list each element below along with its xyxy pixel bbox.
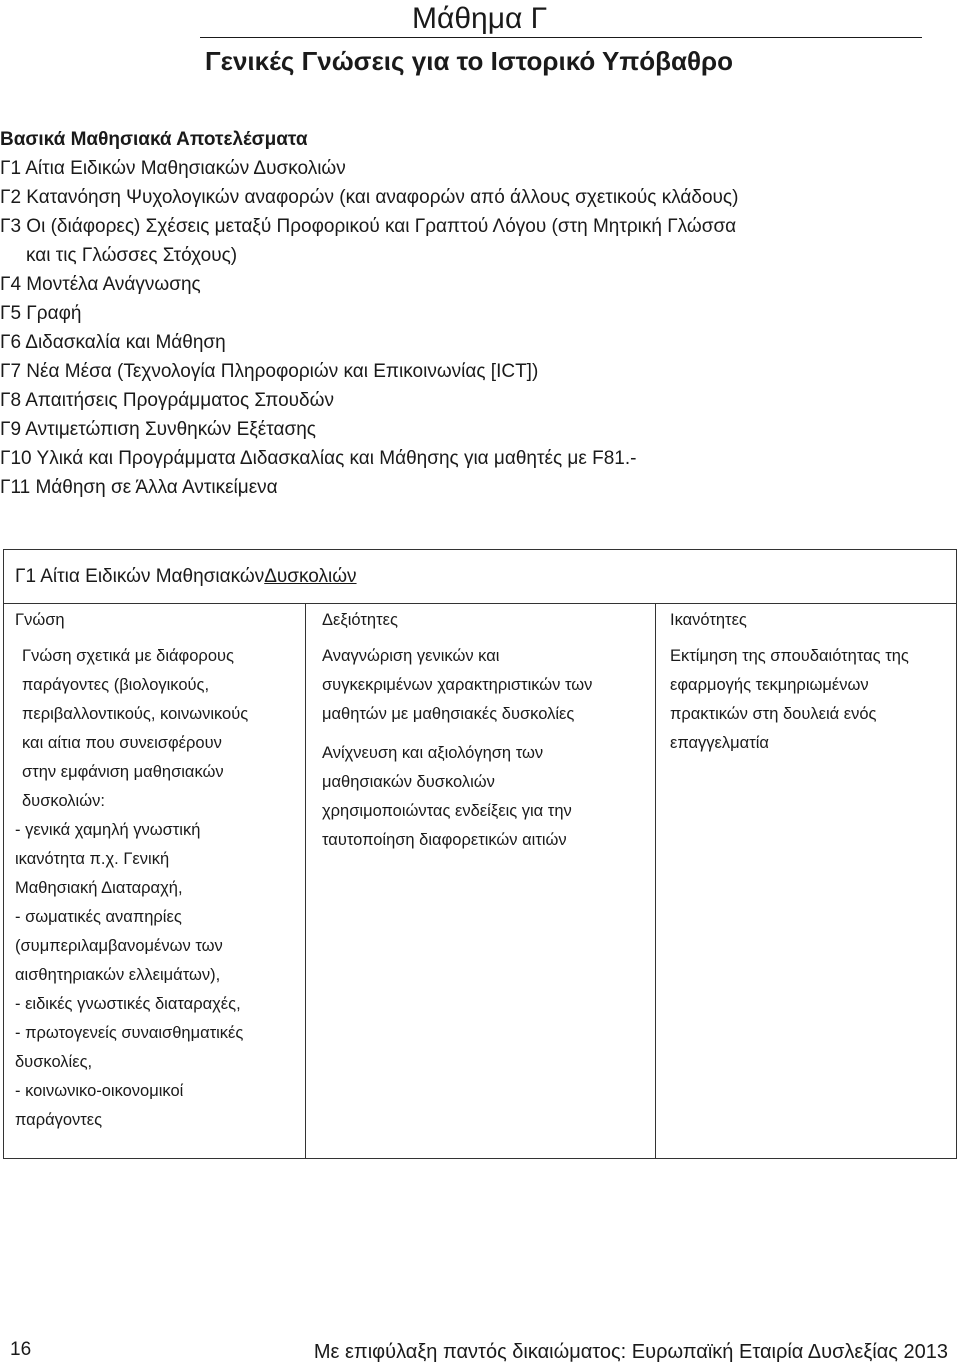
knowledge-column — [4, 604, 305, 1158]
competences-paragraph — [670, 642, 946, 758]
outcome-text: Γ1 Αίτια Ειδικών Μαθησιακών Δυσκολιών — [0, 158, 346, 179]
skills-line: Αναγνώριση γενικών και — [322, 647, 500, 665]
outcome-text: Γ5 Γραφή — [0, 303, 82, 324]
learning-outcomes-list — [0, 154, 940, 502]
knowledge-line: (συμπεριλαμβανομένων των — [15, 937, 223, 955]
knowledge-intro — [15, 642, 295, 816]
module-title-underlined: Δυσκολιών — [264, 565, 357, 587]
knowledge-line: παράγοντες — [15, 1111, 103, 1129]
competences-header: Ικανότητες — [670, 611, 747, 629]
competences-line: εφαρμογής τεκμηριωμένων — [670, 676, 869, 694]
outcome-text: Γ2 Κατανόηση Ψυχολογικών αναφορών (και αναφορών από άλλους σχετικούς κλάδους) — [0, 187, 739, 208]
knowledge-line: Μαθησιακή Διαταραχή, — [15, 879, 183, 897]
outcome-item — [0, 444, 940, 473]
knowledge-line: - κοινωνικο-οικονομικοί — [15, 1082, 184, 1100]
knowledge-line: παράγοντες (βιολογικούς, — [22, 676, 210, 694]
skills-line: μαθησιακών δυσκολιών — [322, 773, 495, 791]
skills-line: μαθητών με μαθησιακές δυσκολίες — [322, 705, 575, 723]
outcome-item — [0, 357, 940, 386]
outcome-text: Γ9 Αντιμετώπιση Συνθηκών Εξέτασης — [0, 419, 316, 440]
outcome-item — [0, 154, 940, 183]
knowledge-line: και αίτια που συνεισφέρουν — [22, 734, 222, 752]
competences-line: επαγγελματία — [670, 734, 769, 752]
outcome-item — [0, 386, 940, 415]
knowledge-line: περιβαλλοντικούς, κοινωνικούς — [22, 705, 249, 723]
skills-column — [305, 604, 655, 1158]
outcome-item — [0, 183, 940, 212]
outcome-text: Γ3 Οι (διάφορες) Σχέσεις μεταξύ Προφορικού και Γραπτού Λόγου (στη Μητρική Γλώσσα — [0, 216, 737, 237]
title-divider — [200, 37, 922, 38]
skills-paragraph-2 — [322, 739, 645, 855]
page-subtitle: Γενικές Γνώσεις για το Ιστορικό Υπόβαθρο — [205, 46, 733, 76]
outcome-item — [0, 473, 940, 502]
learning-outcomes-heading: Βασικά Μαθησιακά Αποτελέσματα — [0, 129, 308, 150]
learning-outcomes-section — [0, 125, 940, 502]
module-columns — [4, 604, 956, 1158]
knowledge-line: - σωματικές αναπηρίες — [15, 908, 182, 926]
knowledge-list — [15, 816, 295, 1135]
outcome-item — [0, 415, 940, 444]
skills-line: Ανίχνευση και αξιολόγηση των — [322, 744, 544, 762]
skills-line: ταυτοποίηση διαφορετικών αιτιών — [322, 831, 567, 849]
knowledge-line: δυσκολιών: — [22, 792, 105, 810]
knowledge-header: Γνώση — [15, 611, 65, 629]
outcome-text: Γ8 Απαιτήσεις Προγράμματος Σπουδών — [0, 390, 334, 411]
competences-line: Εκτίμηση της σπουδαιότητας της — [670, 647, 909, 665]
page-number: 16 — [10, 1339, 32, 1360]
module-table — [3, 549, 957, 1159]
outcome-text: Γ7 Νέα Μέσα (Τεχνολογία Πληροφοριών και Επικοινωνίας [ICT]) — [0, 361, 539, 382]
knowledge-line: - γενικά χαμηλή γνωστική — [15, 821, 201, 839]
outcome-text: Γ11 Μάθηση σε Άλλα Αντικείμενα — [0, 477, 278, 498]
knowledge-line: στην εμφάνιση μαθησιακών — [22, 763, 224, 781]
lesson-title: Μάθημα Γ — [412, 2, 548, 35]
competences-column — [655, 604, 956, 1158]
skills-header: Δεξιότητες — [322, 611, 398, 629]
skills-paragraph-1 — [322, 642, 645, 729]
copyright-footer: Με επιφύλαξη παντός δικαιώματος: Ευρωπαϊκή Εταιρία Δυσλεξίας 2013 — [313, 1341, 948, 1363]
knowledge-line: δυσκολίες, — [15, 1053, 93, 1071]
outcome-text-continued: και τις Γλώσσες Στόχους) — [26, 245, 238, 266]
knowledge-line: - πρωτογενείς συναισθηματικές — [15, 1024, 244, 1042]
competences-line: πρακτικών στη δουλειά ενός — [670, 705, 877, 723]
skills-line: συγκεκριμένων χαρακτηριστικών των — [322, 676, 593, 694]
module-title-text: Γ1 Αίτια Ειδικών Μαθησιακών — [15, 565, 265, 587]
skills-line: χρησιμοποιώντας ενδείξεις για την — [322, 802, 572, 820]
outcome-item — [0, 212, 940, 270]
outcome-item — [0, 328, 940, 357]
knowledge-line: Γνώση σχετικά με διάφορους — [22, 647, 234, 665]
outcome-text: Γ6 Διδασκαλία και Μάθηση — [0, 332, 226, 353]
outcome-text: Γ4 Μοντέλα Ανάγνωσης — [0, 274, 201, 295]
knowledge-line: αισθητηριακών ελλειμάτων), — [15, 966, 221, 984]
knowledge-line: - ειδικές γνωστικές διαταραχές, — [15, 995, 241, 1013]
module-title — [4, 550, 956, 604]
outcome-text: Γ10 Υλικά και Προγράμματα Διδασκαλίας και Μάθησης για μαθητές με F81.- — [0, 448, 637, 469]
knowledge-line: ικανότητα π.χ. Γενική — [15, 850, 170, 868]
outcome-item — [0, 270, 940, 299]
outcome-item — [0, 299, 940, 328]
